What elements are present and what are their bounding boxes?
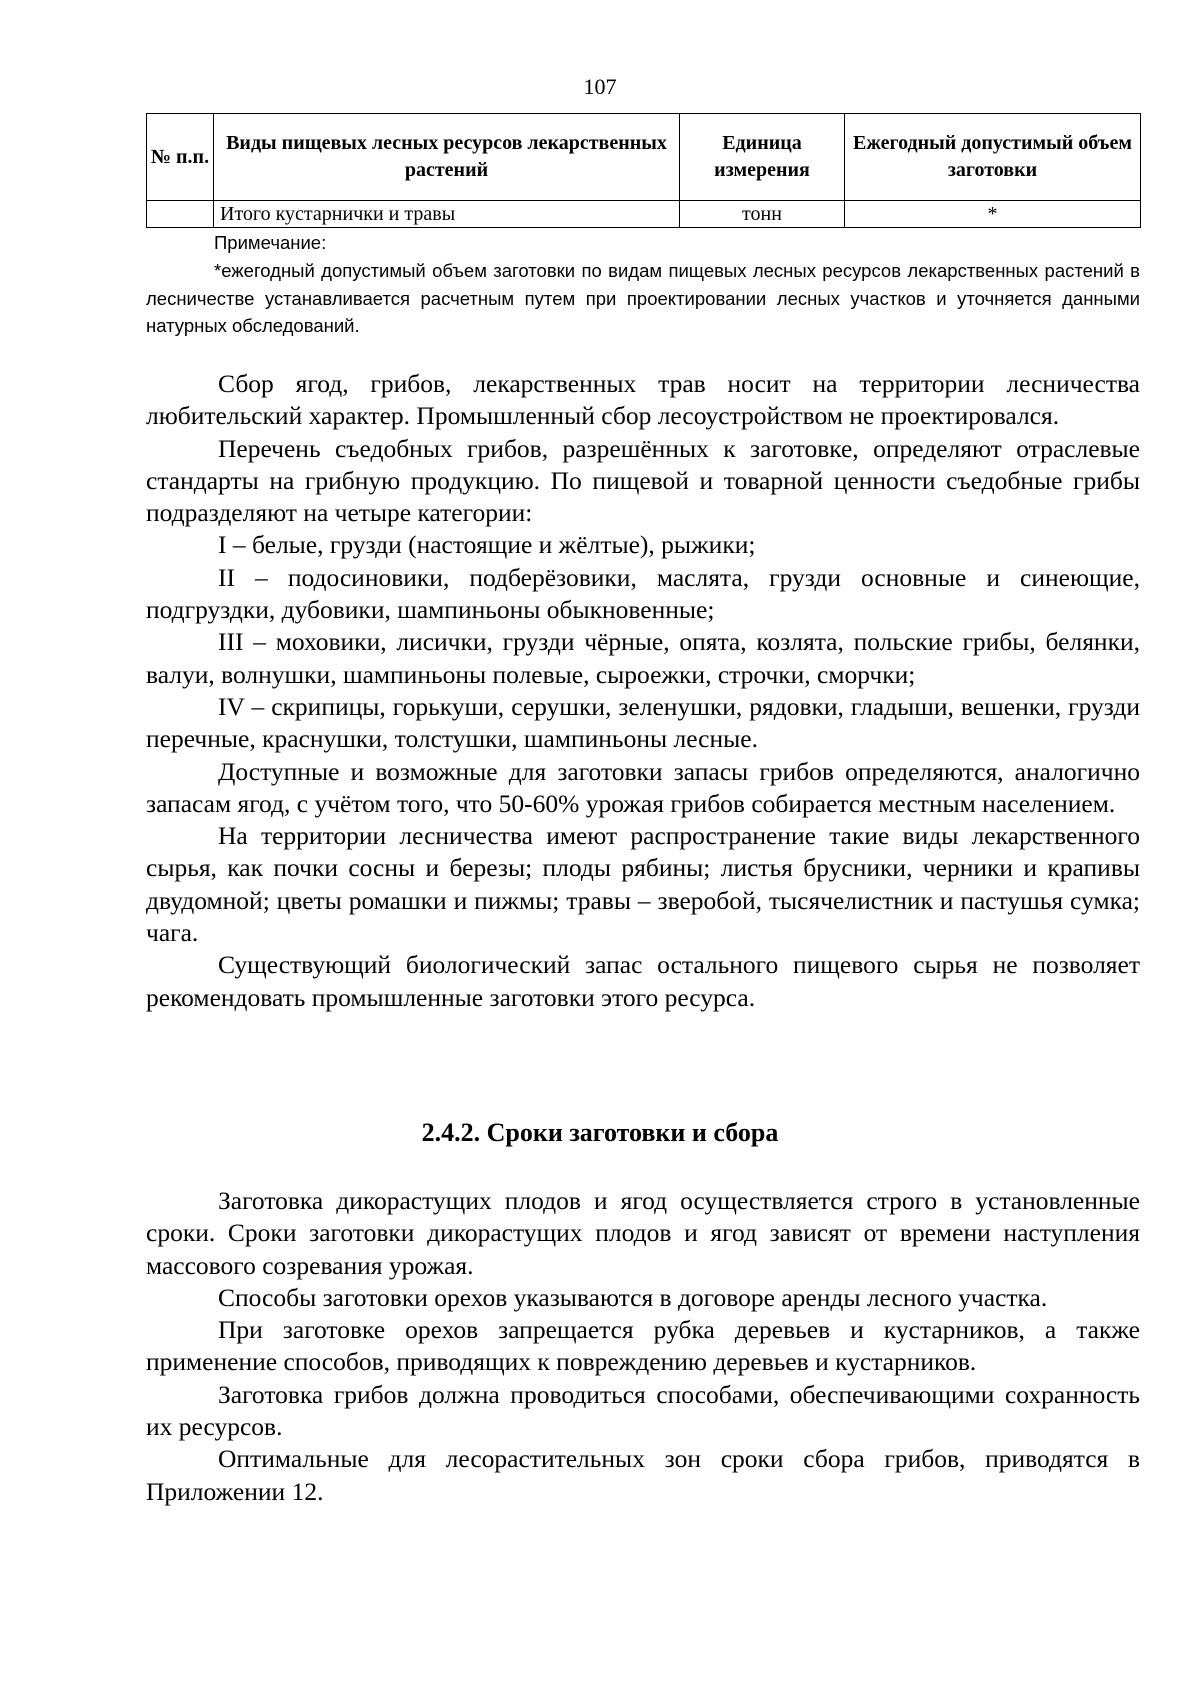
paragraph: Существующий биологический запас остального пищевого сырья не позволяет рекомендовать промышленные заготовки этого ресурса. — [146, 950, 1140, 1012]
paragraph: III – моховики, лисички, грузди чёрные, опята, козлята, польские грибы, белянки, валуи, волнушки, шампиньоны полевые, сыроежки, строчки, сморчки; — [146, 627, 1140, 689]
paragraph: Способы заготовки орехов указываются в договоре аренды лесного участка. — [218, 1282, 1048, 1312]
header-cell-number: № п.п. — [147, 114, 214, 201]
section-heading: 2.4.2. Сроки заготовки и сбора — [421, 1118, 779, 1147]
header-cell-resource-type: Виды пищевых лесных ресурсов лекарственных растений — [214, 114, 680, 201]
table-row — [147, 201, 1141, 228]
paragraph: I – белые, грузди (настоящие и жёлтые), рыжики; — [218, 530, 756, 560]
page-number: 107 — [583, 74, 617, 99]
table-cell: тонн — [680, 201, 845, 228]
note-text: *ежегодный допустимый объем заготовки по видам пищевых лесных ресурсов лекарственных растений в лесничестве устанавливается расчетным путем при проектировании лесных участков и уточняется данными натурных обследований. — [146, 260, 1140, 336]
paragraph: Перечень съедобных грибов, разрешённых к заготовке, определяют отраслевые стандарты на грибную продукцию. По пищевой и товарной ценности съедобные грибы подразделяют на четыре категории: — [146, 433, 1140, 528]
paragraph: На территории лесничества имеют распространение такие виды лекарственного сырья, как почки сосны и березы; плоды рябины; листья брусники, черники и крапивы двудомной; цветы ромашки и пижмы; травы – зверобой, тысячелистник и пастушья сумка; чага. — [146, 821, 1140, 948]
header-cell-annual-volume: Ежегодный допустимый объем заготовки — [845, 114, 1141, 201]
paragraph: IV – скрипицы, горькуши, серушки, зеленушки, рядовки, гладыши, вешенки, грузди перечные, краснушки, толстушки, шампиньоны лесные. — [146, 691, 1140, 754]
note-title: Примечание: — [214, 232, 327, 253]
paragraph: Оптимальные для лесорастительных зон сроки сбора грибов, приводятся в Приложении 12. — [146, 1444, 1140, 1506]
body-section-1 — [146, 368, 1140, 1014]
resources-table — [146, 113, 1141, 228]
paragraph: Сбор ягод, грибов, лекарственных трав носит на территории лесничества любительский характер. Промышленный сбор лесоустройством не проектировался. — [146, 369, 1140, 431]
table-header-row — [147, 114, 1141, 201]
body-section-2 — [146, 1185, 1140, 1508]
table-cell: Итого кустарнички и травы — [214, 201, 680, 228]
paragraph: II – подосиновики, подберёзовики, маслята, грузди основные и синеющие, подгруздки, дубовики, шампиньоны обыкновенные; — [146, 562, 1140, 625]
paragraph: При заготовке орехов запрещается рубка деревьев и кустарников, а также применение способов, приводящих к повреждению деревьев и кустарников. — [146, 1315, 1140, 1377]
paragraph: Заготовка грибов должна проводиться способами, обеспечивающими сохранность их ресурсов. — [146, 1379, 1140, 1442]
table-cell: * — [845, 201, 1141, 228]
paragraph: Доступные и возможные для заготовки запасы грибов определяются, аналогично запасам ягод, с учётом того, что 50-60% урожая грибов собирается местным населением. — [146, 756, 1140, 818]
table-cell — [147, 201, 214, 228]
header-cell-unit: Единица измерения — [680, 114, 845, 201]
paragraph: Заготовка дикорастущих плодов и ягод осуществляется строго в установленные сроки. Сроки заготовки дикорастущих плодов и ягод зависят от времени наступления массового созревания урожая. — [146, 1186, 1140, 1280]
